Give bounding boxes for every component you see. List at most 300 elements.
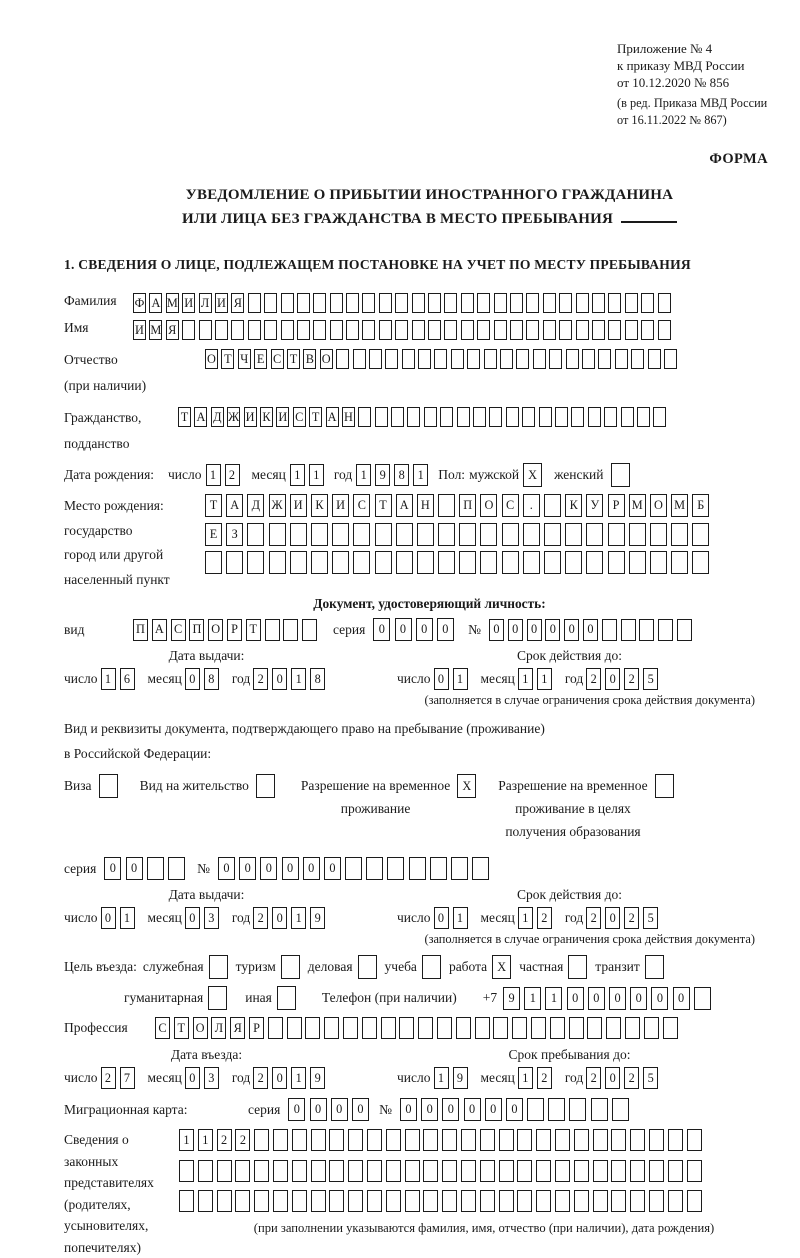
form-cell[interactable] (264, 293, 277, 313)
form-cell[interactable] (422, 955, 441, 979)
form-cell[interactable]: 3 (204, 907, 219, 929)
form-cell[interactable] (461, 1190, 476, 1212)
form-cell[interactable] (692, 523, 709, 546)
form-cell[interactable] (571, 407, 584, 427)
form-cell[interactable] (602, 619, 617, 641)
form-cell[interactable] (281, 955, 300, 979)
form-cell[interactable]: Л (199, 293, 212, 313)
form-cell[interactable] (198, 1190, 213, 1212)
identity-valid-day-cells[interactable] (434, 668, 472, 690)
doc-series-cells[interactable] (373, 618, 458, 641)
form-cell[interactable] (591, 1098, 608, 1121)
temp-permit-checkbox[interactable] (457, 774, 476, 798)
form-cell[interactable] (650, 523, 667, 546)
form-cell[interactable]: Т (375, 494, 392, 517)
form-cell[interactable] (543, 293, 556, 313)
form-cell[interactable] (527, 1098, 544, 1121)
form-cell[interactable] (658, 619, 673, 641)
form-cell[interactable] (217, 1160, 232, 1182)
form-cell[interactable]: 8 (204, 668, 219, 690)
form-cell[interactable]: 1 (524, 987, 541, 1010)
form-cell[interactable] (649, 1129, 664, 1151)
form-cell[interactable] (311, 1129, 326, 1151)
form-cell[interactable]: 9 (375, 464, 390, 486)
form-cell[interactable]: 0 (605, 907, 620, 929)
form-cell[interactable] (631, 349, 644, 369)
form-cell[interactable] (536, 1129, 551, 1151)
form-cell[interactable] (386, 1190, 401, 1212)
form-cell[interactable] (694, 987, 711, 1010)
form-cell[interactable] (592, 320, 605, 340)
study-checkbox[interactable] (422, 955, 441, 979)
form-cell[interactable] (644, 1017, 659, 1039)
doc-kind-cells[interactable] (133, 619, 321, 641)
form-cell[interactable] (343, 1017, 358, 1039)
form-cell[interactable] (625, 320, 638, 340)
form-cell[interactable]: 1 (198, 1129, 213, 1151)
form-cell[interactable] (329, 1129, 344, 1151)
form-cell[interactable]: Т (246, 619, 261, 641)
form-cell[interactable] (611, 1129, 626, 1151)
form-cell[interactable] (621, 407, 634, 427)
form-cell[interactable] (625, 1017, 640, 1039)
form-cell[interactable]: Я (231, 293, 244, 313)
form-cell[interactable] (523, 551, 540, 574)
form-cell[interactable] (649, 1160, 664, 1182)
form-cell[interactable] (264, 320, 277, 340)
form-cell[interactable]: 0 (421, 1098, 438, 1121)
form-cell[interactable]: И (276, 407, 289, 427)
form-cell[interactable]: 1 (291, 1067, 306, 1089)
form-cell[interactable] (574, 1129, 589, 1151)
form-cell[interactable]: X (492, 955, 511, 979)
form-cell[interactable] (630, 1129, 645, 1151)
form-cell[interactable] (588, 407, 601, 427)
form-cell[interactable]: 0 (272, 668, 287, 690)
form-cell[interactable] (576, 293, 589, 313)
form-cell[interactable]: А (194, 407, 207, 427)
form-cell[interactable] (664, 349, 677, 369)
form-cell[interactable]: 2 (101, 1067, 116, 1089)
form-cell[interactable] (639, 619, 654, 641)
work-checkbox[interactable] (492, 955, 511, 979)
form-cell[interactable]: Ж (227, 407, 240, 427)
form-cell[interactable]: О (193, 1017, 208, 1039)
form-cell[interactable] (477, 320, 490, 340)
form-cell[interactable] (305, 1017, 320, 1039)
form-cell[interactable] (444, 293, 457, 313)
form-cell[interactable] (555, 1190, 570, 1212)
form-cell[interactable] (611, 1160, 626, 1182)
form-cell[interactable] (630, 1160, 645, 1182)
form-cell[interactable] (671, 551, 688, 574)
form-cell[interactable]: 0 (126, 857, 143, 880)
form-cell[interactable]: С (271, 349, 284, 369)
form-cell[interactable]: 1 (179, 1129, 194, 1151)
form-cell[interactable] (438, 494, 455, 517)
form-cell[interactable] (348, 1190, 363, 1212)
form-cell[interactable] (215, 320, 228, 340)
form-cell[interactable] (297, 293, 310, 313)
form-cell[interactable] (655, 774, 674, 798)
form-cell[interactable] (653, 407, 666, 427)
form-cell[interactable]: О (205, 349, 218, 369)
identity-valid-year-cells[interactable] (586, 668, 662, 690)
birth-place-row-2[interactable] (205, 523, 714, 546)
form-cell[interactable] (399, 1017, 414, 1039)
form-cell[interactable]: 1 (453, 668, 468, 690)
form-cell[interactable]: 0 (527, 619, 542, 641)
form-cell[interactable] (668, 1160, 683, 1182)
form-cell[interactable] (428, 293, 441, 313)
patronymic-cells[interactable] (205, 349, 680, 369)
form-cell[interactable] (549, 349, 562, 369)
form-cell[interactable] (281, 320, 294, 340)
form-cell[interactable] (510, 320, 523, 340)
visa-checkbox[interactable] (99, 774, 118, 798)
form-cell[interactable] (434, 349, 447, 369)
form-cell[interactable] (668, 1190, 683, 1212)
form-cell[interactable] (387, 857, 404, 880)
form-cell[interactable]: И (133, 320, 146, 340)
form-cell[interactable] (586, 523, 603, 546)
form-cell[interactable] (147, 857, 164, 880)
form-cell[interactable] (409, 857, 426, 880)
form-cell[interactable] (362, 320, 375, 340)
form-cell[interactable]: 0 (324, 857, 341, 880)
form-cell[interactable]: Е (254, 349, 267, 369)
form-cell[interactable]: 1 (356, 464, 371, 486)
form-cell[interactable] (268, 1017, 283, 1039)
form-cell[interactable]: 8 (310, 668, 325, 690)
form-cell[interactable] (499, 1160, 514, 1182)
form-cell[interactable] (461, 293, 474, 313)
form-cell[interactable] (544, 523, 561, 546)
form-cell[interactable] (353, 551, 370, 574)
form-cell[interactable] (593, 1160, 608, 1182)
form-cell[interactable] (480, 551, 497, 574)
form-cell[interactable]: А (396, 494, 413, 517)
form-cell[interactable] (459, 551, 476, 574)
form-cell[interactable]: И (290, 494, 307, 517)
form-cell[interactable]: И (332, 494, 349, 517)
form-cell[interactable]: Ф (133, 293, 146, 313)
residence-series-cells[interactable] (104, 857, 189, 880)
form-cell[interactable]: 0 (583, 619, 598, 641)
form-cell[interactable] (379, 293, 392, 313)
form-cell[interactable] (533, 349, 546, 369)
form-cell[interactable]: 0 (564, 619, 579, 641)
form-cell[interactable]: 1 (309, 464, 324, 486)
form-cell[interactable] (536, 1190, 551, 1212)
form-cell[interactable] (287, 1017, 302, 1039)
form-cell[interactable]: Ч (238, 349, 251, 369)
form-cell[interactable] (526, 293, 539, 313)
form-cell[interactable] (386, 1129, 401, 1151)
form-cell[interactable] (451, 857, 468, 880)
form-cell[interactable]: 0 (185, 1067, 200, 1089)
residence-valid-year-cells[interactable] (586, 907, 662, 929)
form-cell[interactable]: 0 (588, 987, 605, 1010)
form-cell[interactable] (544, 494, 561, 517)
form-cell[interactable]: Т (205, 494, 222, 517)
form-cell[interactable] (369, 349, 382, 369)
form-cell[interactable]: С (155, 1017, 170, 1039)
form-cell[interactable] (467, 349, 480, 369)
form-cell[interactable]: И (182, 293, 195, 313)
form-cell[interactable] (523, 523, 540, 546)
form-cell[interactable]: М (671, 494, 688, 517)
form-cell[interactable] (586, 551, 603, 574)
form-cell[interactable] (484, 349, 497, 369)
form-cell[interactable] (283, 619, 298, 641)
form-cell[interactable] (375, 523, 392, 546)
tourism-checkbox[interactable] (281, 955, 300, 979)
form-cell[interactable]: 0 (506, 1098, 523, 1121)
form-cell[interactable]: Ж (269, 494, 286, 517)
form-cell[interactable] (539, 407, 552, 427)
identity-issue-month-cells[interactable] (185, 668, 223, 690)
form-cell[interactable] (353, 349, 366, 369)
form-cell[interactable]: С (293, 407, 306, 427)
form-cell[interactable]: 9 (453, 1067, 468, 1089)
form-cell[interactable] (277, 986, 296, 1010)
representatives-row-2[interactable] (179, 1160, 789, 1182)
humanitarian-checkbox[interactable] (208, 986, 227, 1010)
form-cell[interactable]: С (502, 494, 519, 517)
form-cell[interactable] (438, 551, 455, 574)
form-cell[interactable] (418, 1017, 433, 1039)
residence-issue-day-cells[interactable] (101, 907, 139, 929)
form-cell[interactable] (480, 523, 497, 546)
other-checkbox[interactable] (277, 986, 296, 1010)
form-cell[interactable] (348, 1129, 363, 1151)
form-cell[interactable] (668, 1129, 683, 1151)
form-cell[interactable] (402, 349, 415, 369)
form-cell[interactable] (650, 551, 667, 574)
form-cell[interactable]: Т (178, 407, 191, 427)
form-cell[interactable]: Т (221, 349, 234, 369)
form-cell[interactable] (269, 523, 286, 546)
form-cell[interactable] (329, 1160, 344, 1182)
form-cell[interactable] (645, 955, 664, 979)
form-cell[interactable] (438, 523, 455, 546)
form-cell[interactable] (385, 349, 398, 369)
form-cell[interactable]: 5 (643, 907, 658, 929)
form-cell[interactable]: М (629, 494, 646, 517)
form-cell[interactable]: 2 (586, 907, 601, 929)
form-cell[interactable]: X (523, 463, 542, 487)
surname-cells[interactable] (133, 293, 674, 313)
form-cell[interactable] (494, 320, 507, 340)
form-cell[interactable]: 0 (104, 857, 121, 880)
form-cell[interactable]: 0 (437, 618, 454, 641)
form-cell[interactable]: 1 (537, 668, 552, 690)
form-cell[interactable]: 0 (185, 907, 200, 929)
form-cell[interactable]: К (260, 407, 273, 427)
stay-year-cells[interactable] (586, 1067, 662, 1089)
birth-place-row-1[interactable] (205, 494, 714, 517)
form-cell[interactable] (502, 551, 519, 574)
form-cell[interactable]: С (171, 619, 186, 641)
form-cell[interactable]: А (152, 619, 167, 641)
form-cell[interactable] (198, 1160, 213, 1182)
form-cell[interactable] (568, 955, 587, 979)
form-cell[interactable] (687, 1129, 702, 1151)
form-cell[interactable]: 0 (434, 668, 449, 690)
form-cell[interactable]: 1 (291, 907, 306, 929)
form-cell[interactable]: 0 (442, 1098, 459, 1121)
form-cell[interactable] (517, 1160, 532, 1182)
form-cell[interactable]: 2 (253, 1067, 268, 1089)
form-cell[interactable] (273, 1190, 288, 1212)
form-cell[interactable]: Р (227, 619, 242, 641)
form-cell[interactable] (302, 619, 317, 641)
doc-number-cells[interactable] (489, 619, 696, 641)
form-cell[interactable] (226, 551, 243, 574)
form-cell[interactable]: 0 (331, 1098, 348, 1121)
form-cell[interactable] (544, 551, 561, 574)
form-cell[interactable] (451, 349, 464, 369)
form-cell[interactable] (440, 407, 453, 427)
form-cell[interactable]: 2 (537, 1067, 552, 1089)
edu-permit-checkbox[interactable] (655, 774, 674, 798)
form-cell[interactable]: 1 (453, 907, 468, 929)
form-cell[interactable] (345, 857, 362, 880)
business-checkbox[interactable] (358, 955, 377, 979)
form-cell[interactable] (395, 293, 408, 313)
form-cell[interactable]: 2 (225, 464, 240, 486)
form-cell[interactable]: 0 (609, 987, 626, 1010)
form-cell[interactable] (516, 349, 529, 369)
form-cell[interactable]: 9 (310, 907, 325, 929)
form-cell[interactable]: 0 (545, 619, 560, 641)
form-cell[interactable]: Я (166, 320, 179, 340)
form-cell[interactable] (517, 1129, 532, 1151)
form-cell[interactable]: П (189, 619, 204, 641)
sex-male-checkbox[interactable] (523, 463, 542, 487)
form-cell[interactable] (461, 1160, 476, 1182)
form-cell[interactable] (531, 1017, 546, 1039)
form-cell[interactable] (417, 523, 434, 546)
form-cell[interactable]: 0 (464, 1098, 481, 1121)
form-cell[interactable] (473, 407, 486, 427)
form-cell[interactable]: О (480, 494, 497, 517)
form-cell[interactable] (424, 407, 437, 427)
form-cell[interactable] (472, 857, 489, 880)
given-name-cells[interactable] (133, 320, 674, 340)
form-cell[interactable] (536, 1160, 551, 1182)
form-cell[interactable] (687, 1190, 702, 1212)
form-cell[interactable] (231, 320, 244, 340)
form-cell[interactable] (687, 1160, 702, 1182)
form-cell[interactable]: 2 (624, 907, 639, 929)
form-cell[interactable]: 1 (518, 668, 533, 690)
form-cell[interactable] (442, 1129, 457, 1151)
form-cell[interactable] (281, 293, 294, 313)
form-cell[interactable] (217, 1190, 232, 1212)
form-cell[interactable] (480, 1160, 495, 1182)
form-cell[interactable] (348, 1160, 363, 1182)
form-cell[interactable]: 6 (120, 668, 135, 690)
form-cell[interactable] (582, 349, 595, 369)
form-cell[interactable]: 1 (518, 907, 533, 929)
form-cell[interactable]: 2 (217, 1129, 232, 1151)
form-cell[interactable] (366, 857, 383, 880)
birth-place-row-3[interactable] (205, 551, 714, 574)
form-cell[interactable]: 0 (352, 1098, 369, 1121)
form-cell[interactable] (330, 320, 343, 340)
form-cell[interactable]: 1 (290, 464, 305, 486)
form-cell[interactable]: А (149, 293, 162, 313)
form-cell[interactable] (543, 320, 556, 340)
form-cell[interactable]: Я (230, 1017, 245, 1039)
form-cell[interactable] (179, 1160, 194, 1182)
form-cell[interactable]: 2 (624, 668, 639, 690)
form-cell[interactable] (292, 1190, 307, 1212)
form-cell[interactable]: 1 (291, 668, 306, 690)
form-cell[interactable]: 5 (643, 668, 658, 690)
form-cell[interactable] (658, 293, 671, 313)
form-cell[interactable] (199, 320, 212, 340)
form-cell[interactable] (324, 1017, 339, 1039)
form-cell[interactable] (437, 1017, 452, 1039)
form-cell[interactable] (332, 523, 349, 546)
phone-cells[interactable] (503, 987, 715, 1010)
form-cell[interactable] (592, 293, 605, 313)
form-cell[interactable]: Д (211, 407, 224, 427)
form-cell[interactable] (168, 857, 185, 880)
form-cell[interactable]: 0 (416, 618, 433, 641)
form-cell[interactable]: 2 (624, 1067, 639, 1089)
form-cell[interactable]: 1 (518, 1067, 533, 1089)
form-cell[interactable] (235, 1160, 250, 1182)
form-cell[interactable] (179, 1190, 194, 1212)
form-cell[interactable] (208, 986, 227, 1010)
form-cell[interactable]: 0 (605, 668, 620, 690)
form-cell[interactable]: 9 (503, 987, 520, 1010)
form-cell[interactable] (444, 320, 457, 340)
form-cell[interactable] (391, 407, 404, 427)
form-cell[interactable]: 1 (413, 464, 428, 486)
form-cell[interactable] (248, 293, 261, 313)
form-cell[interactable]: 0 (395, 618, 412, 641)
form-cell[interactable] (311, 1160, 326, 1182)
form-cell[interactable] (480, 1190, 495, 1212)
form-cell[interactable] (362, 1017, 377, 1039)
form-cell[interactable]: 2 (586, 668, 601, 690)
form-cell[interactable] (625, 293, 638, 313)
form-cell[interactable]: 0 (272, 907, 287, 929)
form-cell[interactable]: 0 (310, 1098, 327, 1121)
form-cell[interactable] (292, 1160, 307, 1182)
residence-number-cells[interactable] (218, 857, 493, 880)
form-cell[interactable]: 0 (434, 907, 449, 929)
form-cell[interactable]: 0 (288, 1098, 305, 1121)
form-cell[interactable]: 2 (537, 907, 552, 929)
form-cell[interactable] (475, 1017, 490, 1039)
form-cell[interactable] (611, 463, 630, 487)
form-cell[interactable] (517, 1190, 532, 1212)
form-cell[interactable] (489, 407, 502, 427)
form-cell[interactable] (254, 1190, 269, 1212)
form-cell[interactable]: А (326, 407, 339, 427)
form-cell[interactable] (457, 407, 470, 427)
form-cell[interactable] (593, 1190, 608, 1212)
form-cell[interactable] (461, 1129, 476, 1151)
form-cell[interactable] (565, 551, 582, 574)
form-cell[interactable] (209, 955, 228, 979)
